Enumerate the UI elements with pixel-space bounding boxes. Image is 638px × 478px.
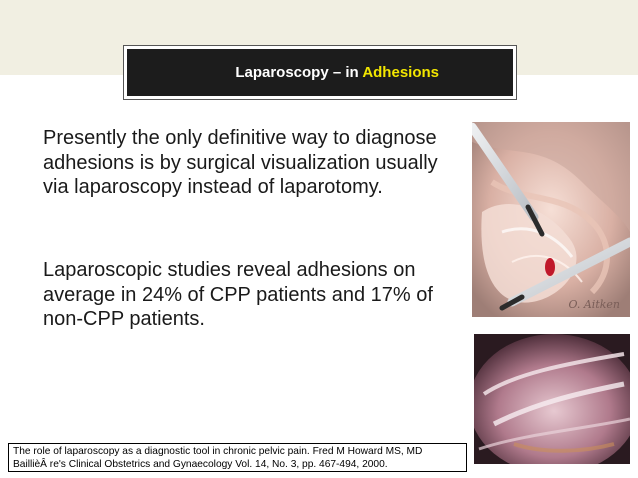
endoscopic-photo-image [474, 334, 630, 464]
title-frame [123, 45, 517, 100]
title-accent: Adhesions [362, 64, 439, 81]
slide-title [235, 64, 439, 81]
paragraph-diagnosis: Presently the only definitive way to diagnose adhesions is by surgical visualization usually via laparoscopy instead of laparotomy. [43, 127, 438, 198]
citation-box [8, 443, 467, 472]
citation-line-2: BaillièÂ re's Clinical Obstetrics and Gynaecology Vol. 14, No. 3, pp. 467-494, 2000. [13, 458, 388, 470]
title-prefix: Laparoscopy – in [235, 64, 363, 81]
paragraph-statistics: Laparoscopic studies reveal adhesions on average in 24% of CPP patients and 17% of non-CPP patients. [43, 259, 433, 330]
citation-line-1: The role of laparoscopy as a diagnostic tool in chronic pelvic pain. Fred M Howard MS, MD [13, 446, 423, 457]
title-box [127, 49, 513, 96]
surgical-illustration-image [472, 122, 630, 317]
illustration-signature: O. Aitken [568, 298, 620, 311]
